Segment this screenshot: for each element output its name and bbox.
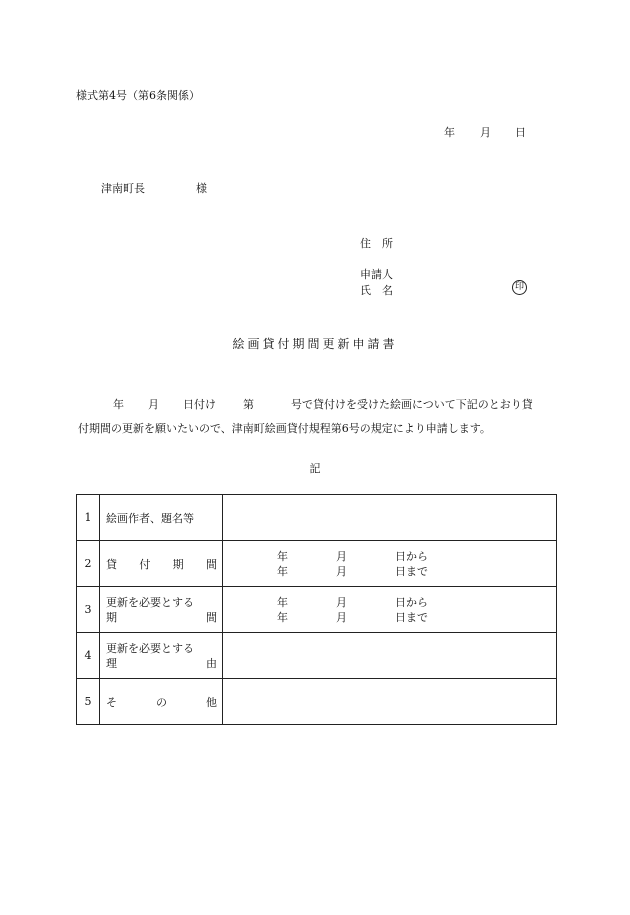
body-year: 年 [113, 398, 124, 411]
row-value-cell[interactable] [223, 679, 557, 725]
form-number: 様式第4号（第6条関係） [76, 89, 200, 102]
row-label-char: 間 [205, 557, 217, 571]
row-label-char: 期 [172, 557, 184, 571]
row-value-cell[interactable] [223, 541, 557, 587]
table-row [77, 541, 557, 587]
table-row [77, 633, 557, 679]
date-year-label: 年 [444, 126, 455, 139]
row-number: 3 [77, 587, 100, 633]
row-number: 2 [77, 541, 100, 587]
addressee-honorific: 様 [196, 182, 207, 195]
row-label-char: 他 [206, 695, 217, 709]
document-title: 絵画貸付期間更新申請書 [232, 337, 398, 351]
row-label [100, 633, 223, 679]
to-month: 月 [336, 610, 347, 624]
to-month: 月 [336, 564, 347, 578]
row-value-cell[interactable] [223, 587, 557, 633]
applicant-label: 申請人 [360, 268, 393, 281]
from-day: 日から [395, 549, 428, 563]
row-label-char: そ [106, 695, 117, 709]
row-label-char: 理 [106, 656, 117, 670]
to-day: 日まで [395, 610, 428, 624]
row-number: 1 [77, 495, 100, 541]
body-date-suffix: 日付け [183, 398, 216, 411]
to-year: 年 [277, 564, 288, 578]
date-day-label: 日 [515, 126, 526, 139]
row-number: 4 [77, 633, 100, 679]
row-label-line1: 更新を必要とする [106, 641, 194, 655]
to-day: 日まで [395, 564, 428, 578]
row-label [100, 495, 223, 541]
row-value-cell[interactable] [223, 633, 557, 679]
row-label-char: の [156, 695, 167, 709]
from-day: 日から [395, 595, 428, 609]
row-label [100, 679, 223, 725]
address-label: 住 所 [360, 237, 393, 250]
row-label-char: 貸 [106, 557, 117, 571]
name-label: 氏 名 [360, 284, 393, 297]
addressee-name: 津南町長 [101, 182, 145, 195]
row-label-line1: 更新を必要とする [106, 595, 194, 609]
row-label [100, 587, 223, 633]
from-year: 年 [277, 595, 288, 609]
table-row [77, 587, 557, 633]
ki-heading: 記 [309, 462, 321, 475]
table-row [77, 679, 557, 725]
from-month: 月 [336, 595, 347, 609]
row-number: 5 [77, 679, 100, 725]
body-number-prefix: 第 [243, 398, 254, 411]
body-line2: 付期間の更新を願いたいので、津南町絵画貸付規程第6号の規定により申請します。 [78, 422, 491, 435]
row-label-char: 付 [139, 557, 151, 571]
body-line1-rest: 号で貸付けを受けた絵画について下記のとおり貸 [291, 398, 533, 411]
from-year: 年 [277, 549, 288, 563]
body-month: 月 [148, 398, 159, 411]
row-label-char: 由 [206, 656, 217, 670]
row-value-cell[interactable] [223, 495, 557, 541]
table-row [77, 495, 557, 541]
seal-mark: 印 [512, 280, 527, 295]
date-month-label: 月 [480, 126, 491, 139]
to-year: 年 [277, 610, 288, 624]
row-label-text: 絵画作者、題名等 [106, 511, 194, 525]
row-label [100, 541, 223, 587]
application-table [76, 494, 557, 725]
from-month: 月 [336, 549, 347, 563]
row-label-char: 間 [206, 610, 217, 624]
row-label-char: 期 [106, 610, 117, 624]
